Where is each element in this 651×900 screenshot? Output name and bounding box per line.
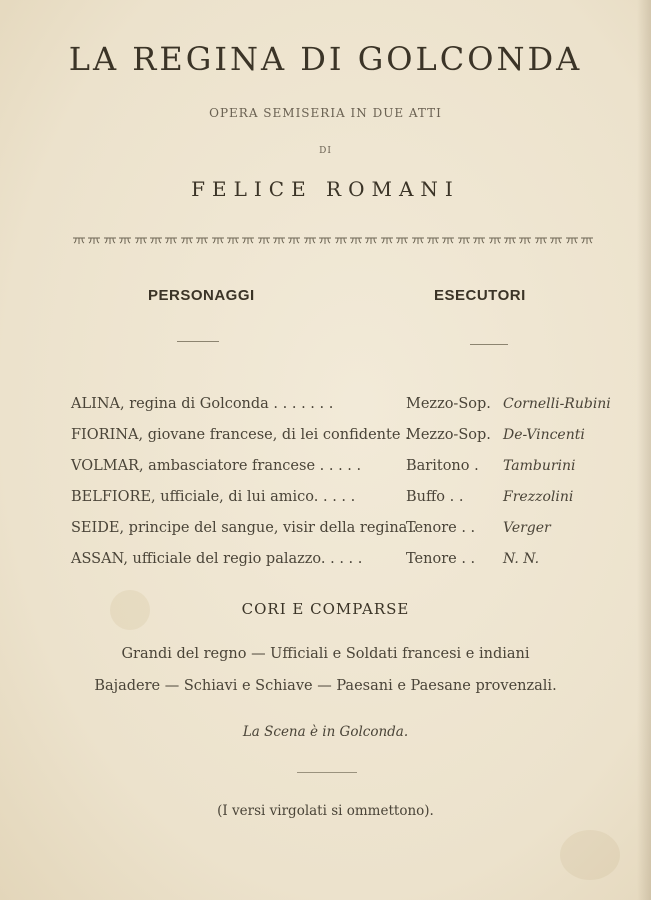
ornament-glyph xyxy=(164,235,178,245)
ornament-glyph xyxy=(426,235,440,245)
ornament-glyph xyxy=(211,235,225,245)
role-text: ASSAN, ufficiale del regio palazzo. . . . . xyxy=(71,551,363,567)
chorus-line-2: Bajadere — Schiavi e Schiave — Paesani e Paesane provenzali. xyxy=(94,678,557,694)
ornament-glyph xyxy=(334,235,348,245)
paper-stain xyxy=(560,830,620,880)
page-edge-shadow xyxy=(637,0,651,900)
ornament-glyph xyxy=(488,235,502,245)
ornament-glyph xyxy=(318,235,332,245)
ornament-glyph xyxy=(518,235,532,245)
role-text: SEIDE, principe del sangue, visir della regina . xyxy=(71,520,417,536)
chorus-heading: CORI E COMPARSE xyxy=(241,600,410,618)
performer-text: N. N. xyxy=(503,551,540,567)
voice-text: Tenore . . xyxy=(406,551,476,567)
voice-text: Baritono . xyxy=(406,458,479,474)
cast-row xyxy=(0,551,651,581)
ornamental-divider xyxy=(72,233,594,247)
ornament-glyph xyxy=(411,235,425,245)
cast-row xyxy=(0,396,651,426)
esecutori-rule xyxy=(470,344,508,345)
ornament-glyph xyxy=(580,235,594,245)
performer-text: De-Vincenti xyxy=(503,427,585,443)
personaggi-rule xyxy=(177,341,219,342)
ornament-glyph xyxy=(441,235,455,245)
cast-row xyxy=(0,489,651,519)
author-name: FELICE ROMANI xyxy=(191,177,460,201)
role-text: FIORINA, giovane francese, di lei confidente . xyxy=(71,427,410,443)
ornament-glyph xyxy=(87,235,101,245)
ornament-glyph xyxy=(287,235,301,245)
ornament-glyph xyxy=(118,235,132,245)
ornament-glyph xyxy=(134,235,148,245)
ornament-glyph xyxy=(272,235,286,245)
ornament-glyph xyxy=(395,235,409,245)
voice-text: Mezzo-Sop. xyxy=(406,427,491,443)
ornament-glyph xyxy=(503,235,517,245)
voice-text: Tenore . . xyxy=(406,520,476,536)
personaggi-heading: PERSONAGGI xyxy=(148,287,255,304)
ornament-glyph xyxy=(195,235,209,245)
ornament-glyph xyxy=(226,235,240,245)
ornament-glyph xyxy=(549,235,563,245)
role-text: ALINA, regina di Golconda . . . . . . . xyxy=(71,396,334,412)
opera-title: LA REGINA DI GOLCONDA xyxy=(68,40,583,78)
role-text: VOLMAR, ambasciatore francese . . . . . xyxy=(71,458,362,474)
ornament-glyph xyxy=(534,235,548,245)
footer-rule xyxy=(297,772,357,773)
ornament-glyph xyxy=(364,235,378,245)
ornament-glyph xyxy=(241,235,255,245)
esecutori-heading: ESECUTORI xyxy=(434,287,526,304)
performer-text: Frezzolini xyxy=(503,489,574,505)
ornament-glyph xyxy=(103,235,117,245)
ornament-glyph xyxy=(457,235,471,245)
ornament-glyph xyxy=(180,235,194,245)
performer-text: Verger xyxy=(503,520,551,536)
ornament-glyph xyxy=(349,235,363,245)
performer-text: Cornelli-Rubini xyxy=(503,396,611,412)
voice-text: Buffo . . xyxy=(406,489,464,505)
cast-row xyxy=(0,458,651,488)
opera-subtitle: OPERA SEMISERIA IN DUE ATTI xyxy=(209,106,442,120)
by-word: DI xyxy=(319,146,332,156)
voice-text: Mezzo-Sop. xyxy=(406,396,491,412)
performer-text: Tamburini xyxy=(503,458,576,474)
ornament-glyph xyxy=(72,235,86,245)
ornament-glyph xyxy=(257,235,271,245)
role-text: BELFIORE, ufficiale, di lui amico. . . . . xyxy=(71,489,356,505)
ornament-glyph xyxy=(149,235,163,245)
ornament-glyph xyxy=(472,235,486,245)
ornament-glyph xyxy=(565,235,579,245)
cast-row xyxy=(0,520,651,550)
ornament-glyph xyxy=(380,235,394,245)
cast-row xyxy=(0,427,651,457)
chorus-line-1: Grandi del regno — Ufficiali e Soldati francesi e indiani xyxy=(121,646,530,662)
footnote: (I versi virgolati si ommettono). xyxy=(217,803,434,819)
ornament-glyph xyxy=(303,235,317,245)
scene-setting: La Scena è in Golconda. xyxy=(242,724,409,740)
